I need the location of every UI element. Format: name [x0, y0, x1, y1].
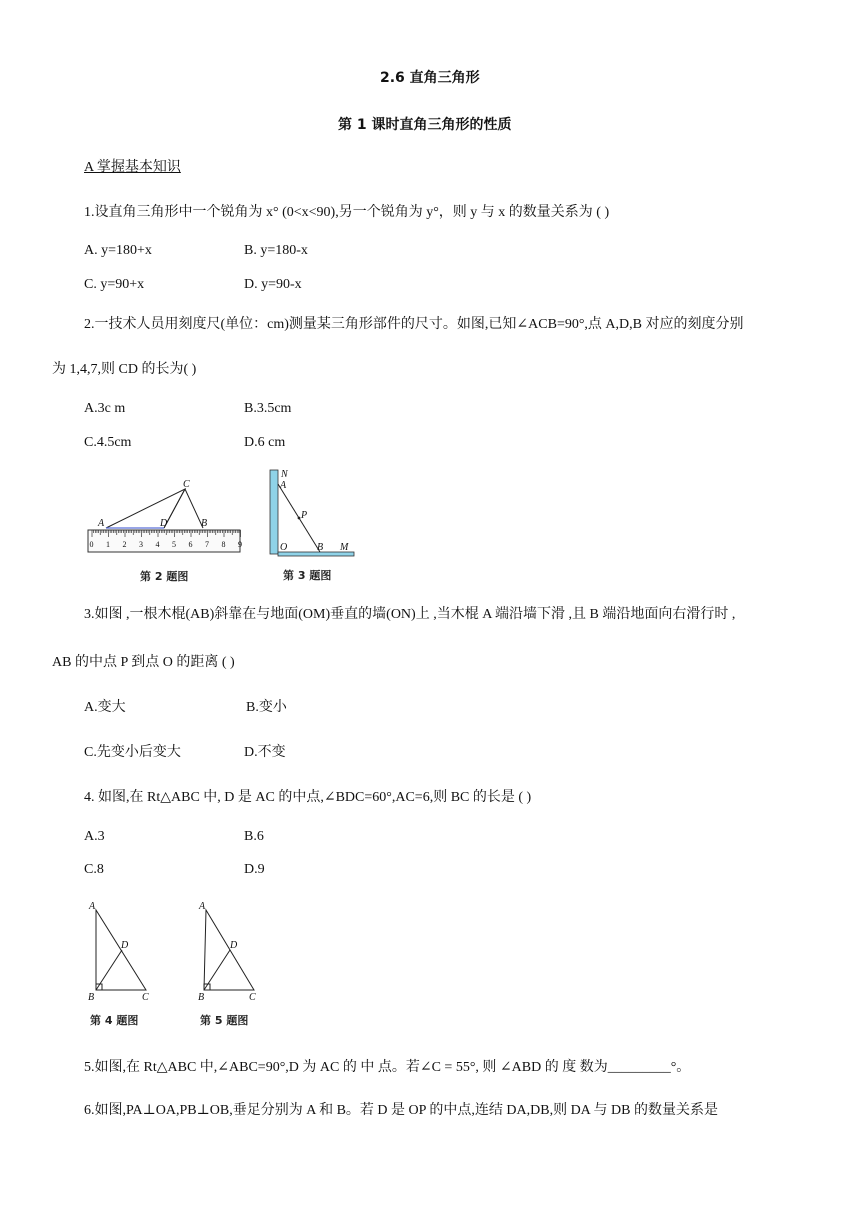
figure-3-ladder — [262, 466, 362, 586]
figure-5-caption: 第 5 题图 — [200, 1014, 249, 1027]
ruler-number: 0 — [89, 540, 94, 549]
label-d: D — [160, 518, 168, 529]
q1-option-a: A. y=180+x — [84, 243, 152, 258]
label-b: B — [317, 542, 324, 553]
wall-on — [270, 470, 278, 554]
figure-2-ruler-triangle — [84, 474, 244, 586]
label-b: B — [88, 992, 95, 1003]
q2-option-a: A.3c m — [84, 401, 126, 416]
label-a: A — [98, 518, 105, 529]
figure-2-caption: 第 2 题图 — [140, 570, 189, 583]
ruler-number: 8 — [221, 540, 226, 549]
q4-option-b: B.6 — [244, 829, 264, 844]
label-b: B — [201, 518, 208, 529]
q4-option-a: A.3 — [84, 829, 105, 844]
figure-4-caption: 第 4 题图 — [90, 1014, 139, 1027]
ruler-body — [88, 530, 240, 552]
label-a: A — [199, 901, 206, 912]
point-p — [298, 517, 301, 520]
q2-stem-line1: 2.一技术人员用刻度尺(单位：cm)测量某三角形部件的尺寸。如图,已知∠ACB=90°,点 A,D,B 对应的刻度分别 — [84, 317, 744, 332]
page-subtitle: 第 1 课时直角三角形的性质 — [338, 117, 512, 133]
label-c: C — [142, 992, 149, 1003]
q4-option-c: C.8 — [84, 862, 104, 877]
q3-option-b: B.变小 — [246, 700, 287, 715]
q5-stem: 5.如图,在 Rt△ABC 中,∠ABC=90°,D 为 AC 的 中 点。若∠C = 55°, 则 ∠ABD 的 度 数为_________°。 — [84, 1060, 691, 1075]
section-heading: A 掌握基本知识 — [84, 160, 181, 175]
ruler-number: 1 — [106, 540, 110, 549]
ruler-number: 6 — [188, 540, 193, 549]
figure-5-triangle — [194, 896, 284, 1032]
q1-option-c: C. y=90+x — [84, 277, 145, 292]
page-title: 2.6 直角三角形 — [380, 70, 480, 86]
ruler-number: 3 — [139, 540, 143, 549]
figure-4-triangle — [84, 896, 174, 1032]
label-c: C — [249, 992, 256, 1003]
q6-stem: 6.如图,PA⊥OA,PB⊥OB,垂足分别为 A 和 B。若 D 是 OP 的中点,连结 DA,DB,则 DA 与 DB 的数量关系是 — [84, 1103, 718, 1118]
label-b: B — [198, 992, 205, 1003]
label-a: A — [89, 901, 96, 912]
q2-option-b: B.3.5cm — [244, 401, 292, 416]
figure-3-caption: 第 3 题图 — [283, 569, 332, 582]
ruler-number: 5 — [172, 540, 176, 549]
q3-stem-line2: AB 的中点 P 到点 O 的距离 ( ) — [52, 655, 235, 670]
label-o: O — [280, 542, 288, 553]
ruler-number: 9 — [238, 540, 242, 549]
q3-stem-line1: 3.如图 ,一根木棍(AB)斜靠在与地面(OM)垂直的墙(ON)上 ,当木棍 A 端沿墙下滑 ,且 B 端沿地面向右滑行时 , — [84, 607, 736, 622]
q3-option-d: D.不变 — [244, 745, 286, 760]
q1-option-b: B. y=180-x — [244, 243, 308, 258]
label-a: A — [280, 480, 287, 491]
label-c: C — [183, 479, 190, 490]
q4-option-d: D.9 — [244, 862, 265, 877]
label-p: P — [301, 510, 308, 521]
q3-option-c: C.先变小后变大 — [84, 745, 181, 760]
q4-stem: 4. 如图,在 Rt△ABC 中, D 是 AC 的中点,∠BDC=60°,AC=6,则 BC 的长是 ( ) — [84, 790, 532, 805]
q2-stem-line2: 为 1,4,7,则 CD 的长为( ) — [52, 362, 197, 377]
label-d: D — [230, 940, 238, 951]
ruler-number: 4 — [155, 540, 160, 549]
q1-option-d: D. y=90-x — [244, 277, 302, 292]
q2-option-d: D.6 cm — [244, 435, 286, 450]
q3-option-a: A.变大 — [84, 700, 126, 715]
label-n: N — [281, 469, 288, 480]
q2-option-c: C.4.5cm — [84, 435, 132, 450]
ruler-number: 2 — [122, 540, 127, 549]
label-d: D — [121, 940, 129, 951]
q1-stem: 1.设直角三角形中一个锐角为 x° (0<x<90),另一个锐角为 y°，则 y 与 x 的数量关系为 ( ) — [84, 205, 610, 220]
triangle-acd-lines — [106, 489, 185, 528]
label-m: M — [340, 542, 349, 553]
ruler-number: 7 — [205, 540, 209, 549]
